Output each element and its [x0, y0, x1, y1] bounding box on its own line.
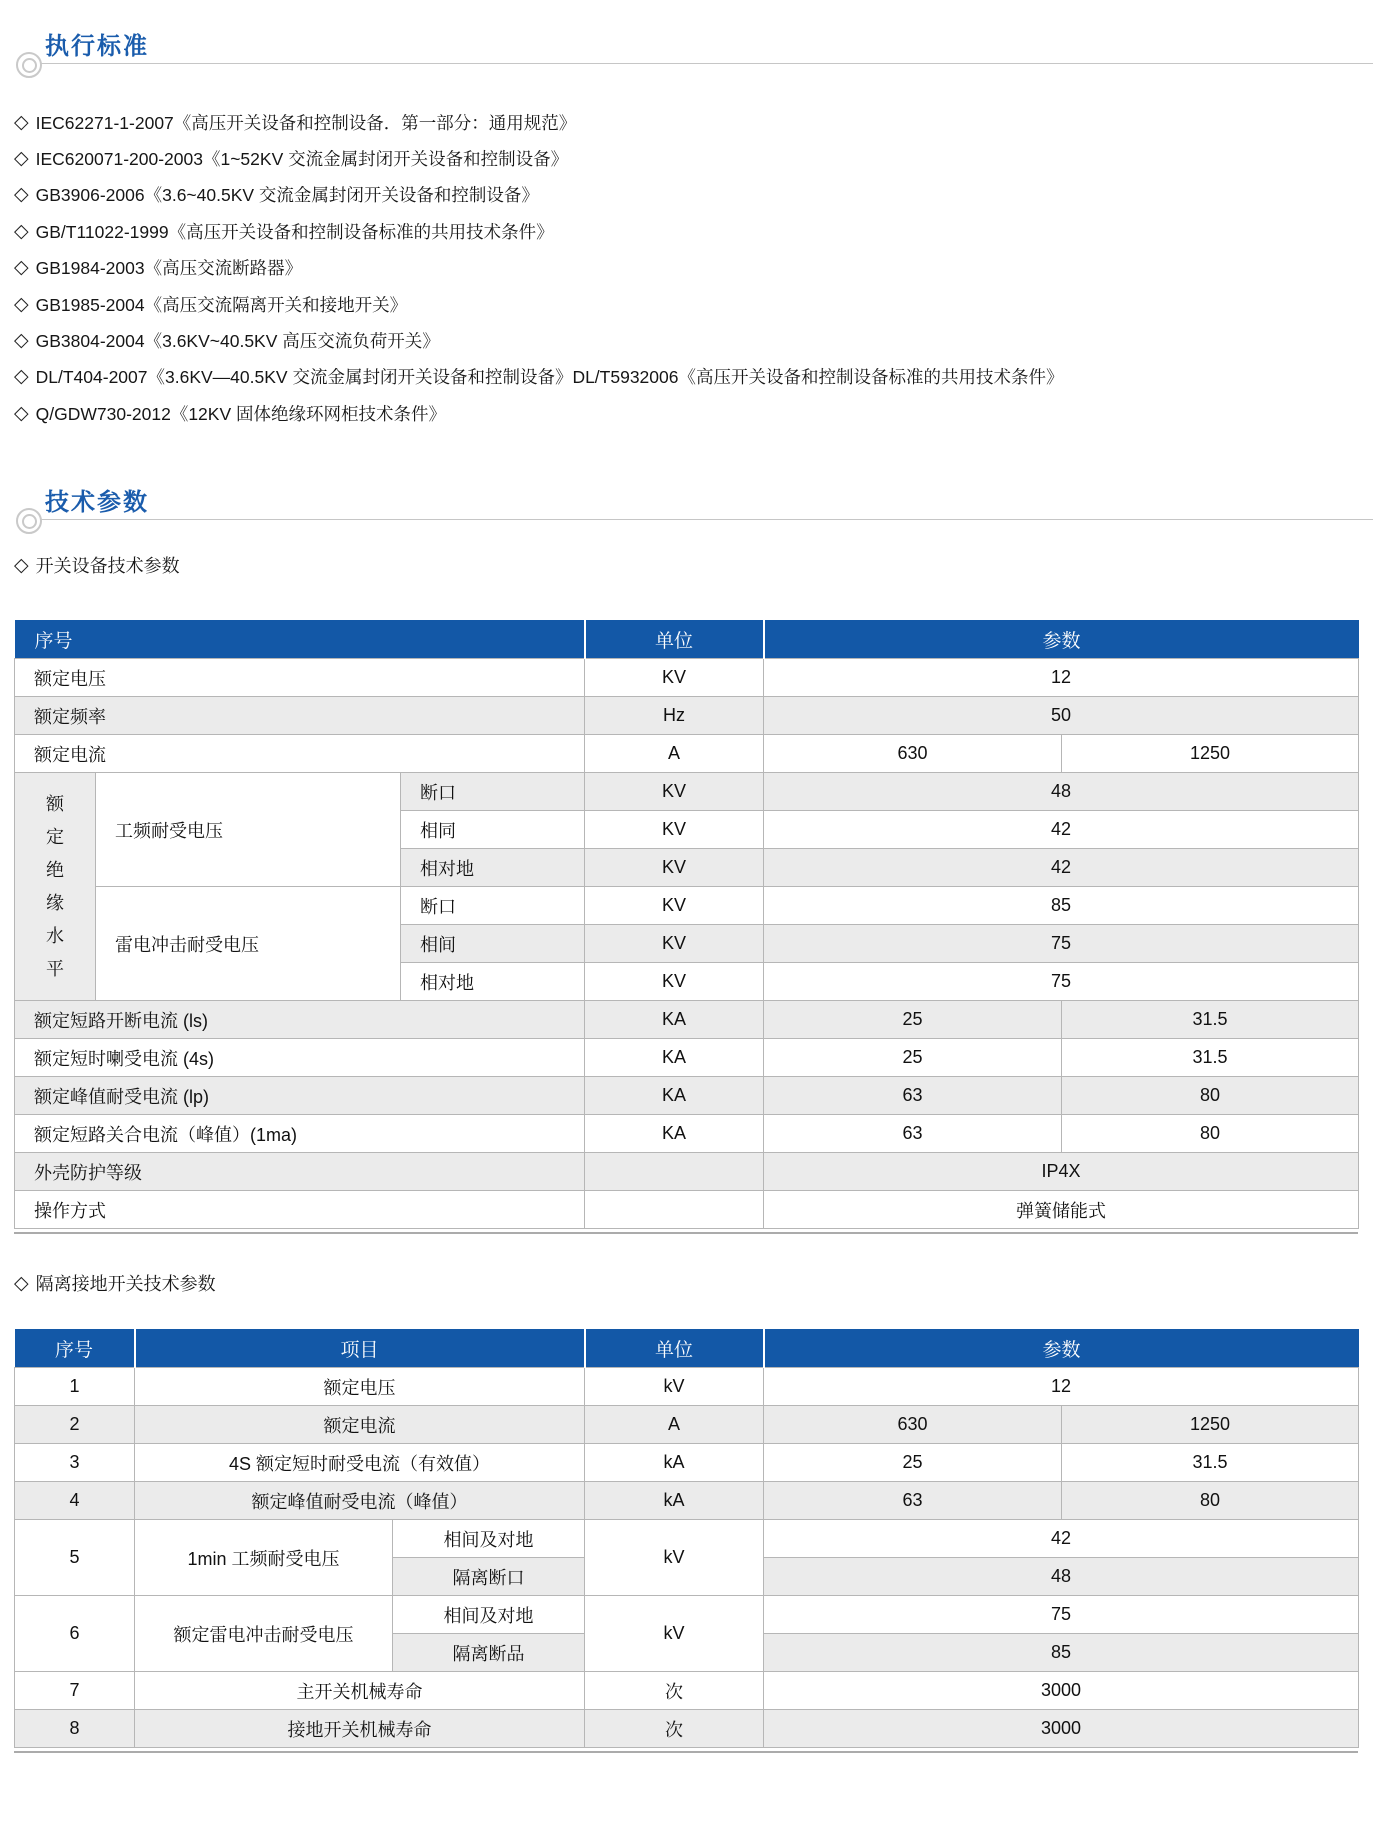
table-cell: 主开关机械寿命 — [135, 1672, 585, 1710]
standard-item — [14, 213, 1367, 249]
vertical-cell-text: 额定绝缘水平 — [46, 793, 64, 979]
table-cell: 4S 额定短时耐受电流（有效值） — [135, 1444, 585, 1482]
table-row — [15, 1672, 1359, 1710]
switchgear-table-caption — [14, 552, 180, 578]
table-cell: 63 — [764, 1115, 1062, 1153]
header-cell: 序号 — [15, 620, 585, 659]
header-cell: 参数 — [764, 620, 1359, 659]
table-cell: 85 — [764, 1634, 1359, 1672]
diamond-icon: ◇ — [14, 220, 29, 242]
table-cell: KV — [585, 887, 764, 925]
header-cell: 单位 — [585, 620, 764, 659]
switchgear-params-table — [14, 620, 1359, 1229]
table-cell: 50 — [764, 697, 1359, 735]
section-standards-title: 执行标准 — [45, 33, 149, 60]
table-cell: 48 — [764, 1558, 1359, 1596]
standard-text: GB3906-2006《3.6~40.5KV 交流金属封闭开关设备和控制设备》 — [35, 185, 539, 206]
table-cell: 隔离断口 — [393, 1558, 585, 1596]
diamond-icon: ◇ — [14, 257, 29, 279]
table-cell: 31.5 — [1062, 1039, 1359, 1077]
table-cell: KV — [585, 811, 764, 849]
table-cell: KA — [585, 1001, 764, 1039]
table-cell: 断口 — [401, 773, 585, 811]
table-row — [15, 1406, 1359, 1444]
table-cell: 2 — [15, 1406, 135, 1444]
table-row — [15, 773, 1359, 811]
header-cell: 参数 — [764, 1329, 1359, 1368]
table-cell: 3 — [15, 1444, 135, 1482]
caption-text: 开关设备技术参数 — [35, 556, 180, 576]
table-cell: 25 — [764, 1039, 1062, 1077]
standards-list — [14, 104, 1367, 432]
table-row — [15, 1710, 1359, 1748]
table-row — [15, 1444, 1359, 1482]
table-cell: 相间及对地 — [393, 1520, 585, 1558]
table-cell: 5 — [15, 1520, 135, 1596]
table-cell: 42 — [764, 1520, 1359, 1558]
table-cell: 外壳防护等级 — [15, 1153, 585, 1191]
table-cell: 操作方式 — [15, 1191, 585, 1229]
table-cell: A — [585, 735, 764, 773]
standard-item — [14, 395, 1367, 431]
table-cell: 1250 — [1062, 1406, 1359, 1444]
header-row — [15, 620, 1359, 659]
diamond-icon: ◇ — [14, 402, 29, 424]
table-cell: kV — [585, 1368, 764, 1406]
table-cell: 75 — [764, 1596, 1359, 1634]
table-cell: 75 — [764, 925, 1359, 963]
section-rule-line — [30, 519, 1373, 520]
table-cell — [15, 773, 96, 1001]
table-cell: KA — [585, 1039, 764, 1077]
table-cell: 48 — [764, 773, 1359, 811]
table-cell: KV — [585, 925, 764, 963]
table-row — [15, 1001, 1359, 1039]
table-cell: 额定雷电冲击耐受电压 — [135, 1596, 393, 1672]
table-cell: 3000 — [764, 1672, 1359, 1710]
header-cell: 项目 — [135, 1329, 585, 1368]
caption-text: 隔离接地开关技术参数 — [35, 1274, 216, 1294]
table-cell — [585, 1191, 764, 1229]
table-cell: 630 — [764, 735, 1062, 773]
table-cell: 85 — [764, 887, 1359, 925]
table-cell: 630 — [764, 1406, 1062, 1444]
table-cell: 额定短路开断电流 (ls) — [15, 1001, 585, 1039]
standard-item — [14, 322, 1367, 358]
standard-text: GB1985-2004《高压交流隔离开关和接地开关》 — [35, 294, 408, 315]
table-bottom-rule — [14, 1232, 1358, 1234]
table-cell: 63 — [764, 1077, 1062, 1115]
table-cell: 31.5 — [1062, 1001, 1359, 1039]
table-cell: 相对地 — [401, 963, 585, 1001]
table-row — [15, 697, 1359, 735]
ring-icon — [16, 52, 42, 78]
table-cell: 接地开关机械寿命 — [135, 1710, 585, 1748]
isolator-params-table — [14, 1329, 1359, 1748]
standard-item — [14, 359, 1367, 395]
header-cell: 单位 — [585, 1329, 764, 1368]
table-row — [15, 1368, 1359, 1406]
section-rule-line — [30, 63, 1373, 64]
table-cell: 8 — [15, 1710, 135, 1748]
table-cell: 次 — [585, 1710, 764, 1748]
table-cell: 25 — [764, 1444, 1062, 1482]
table-cell: 额定电压 — [135, 1368, 585, 1406]
diamond-icon: ◇ — [14, 184, 29, 206]
table-cell: KA — [585, 1115, 764, 1153]
standard-item — [14, 250, 1367, 286]
table-cell: 额定峰值耐受电流（峰值） — [135, 1482, 585, 1520]
table-cell: A — [585, 1406, 764, 1444]
table-row — [15, 1039, 1359, 1077]
ring-icon — [16, 508, 42, 534]
table-cell: 3000 — [764, 1710, 1359, 1748]
table-cell: 额定电流 — [15, 735, 585, 773]
standard-text: GB/T11022-1999《高压开关设备和控制设备标准的共用技术条件》 — [35, 221, 554, 242]
table-row — [15, 1077, 1359, 1115]
standard-text: DL/T404-2007《3.6KV—40.5KV 交流金属封闭开关设备和控制设备》DL/T5932006《高压开关设备和控制设备标准的共用技术条件》 — [35, 367, 1064, 388]
table-cell: IP4X — [764, 1153, 1359, 1191]
table-cell: 63 — [764, 1482, 1062, 1520]
table-cell: 相间及对地 — [393, 1596, 585, 1634]
diamond-icon: ◇ — [14, 1272, 29, 1294]
ring-inner-icon — [22, 58, 37, 73]
table-cell: 相对地 — [401, 849, 585, 887]
table-cell: 次 — [585, 1672, 764, 1710]
standard-text: GB3804-2004《3.6KV~40.5KV 高压交流负荷开关》 — [35, 331, 440, 352]
standard-text: IEC620071-200-2003《1~52KV 交流金属封闭开关设备和控制设备》 — [35, 149, 569, 170]
table-cell: kA — [585, 1482, 764, 1520]
diamond-icon: ◇ — [14, 366, 29, 388]
table-row — [15, 735, 1359, 773]
table-cell: 31.5 — [1062, 1444, 1359, 1482]
table-cell — [585, 1153, 764, 1191]
table-cell: 75 — [764, 963, 1359, 1001]
table-cell: 42 — [764, 849, 1359, 887]
table-cell: 1min 工频耐受电压 — [135, 1520, 393, 1596]
table-row — [15, 887, 1359, 925]
table-cell: KV — [585, 963, 764, 1001]
diamond-icon: ◇ — [14, 111, 29, 133]
table-cell: 4 — [15, 1482, 135, 1520]
standard-item — [14, 177, 1367, 213]
standard-text: Q/GDW730-2012《12KV 固体绝缘环网柜技术条件》 — [35, 403, 446, 424]
table-row — [15, 659, 1359, 697]
header-cell: 序号 — [15, 1329, 135, 1368]
header-row — [15, 1329, 1359, 1368]
table-cell: kA — [585, 1444, 764, 1482]
table-cell: KV — [585, 849, 764, 887]
standard-item — [14, 140, 1367, 176]
section-parameters-title: 技术参数 — [45, 489, 149, 516]
standard-text: GB1984-2003《高压交流断路器》 — [35, 258, 303, 279]
ring-inner-icon — [22, 514, 37, 529]
table-cell: 隔离断品 — [393, 1634, 585, 1672]
table-row — [15, 1115, 1359, 1153]
table-row — [15, 1520, 1359, 1558]
table-cell: 42 — [764, 811, 1359, 849]
table-cell: 额定短路关合电流（峰值）(1ma) — [15, 1115, 585, 1153]
table-cell: Hz — [585, 697, 764, 735]
table-cell: 额定短时喇受电流 (4s) — [15, 1039, 585, 1077]
diamond-icon: ◇ — [14, 293, 29, 315]
switchgear-table-wrap — [14, 620, 1358, 1234]
table-cell: 工频耐受电压 — [96, 773, 401, 887]
table-cell: 1 — [15, 1368, 135, 1406]
table-cell: KV — [585, 659, 764, 697]
standard-text: IEC62271-1-2007《高压开关设备和控制设备．第一部分：通用规范》 — [35, 112, 577, 133]
table-cell: 相同 — [401, 811, 585, 849]
table-bottom-rule — [14, 1751, 1358, 1753]
table-cell: 12 — [764, 659, 1359, 697]
table-cell: 相间 — [401, 925, 585, 963]
table-cell: kV — [585, 1596, 764, 1672]
table-cell: 弹簧储能式 — [764, 1191, 1359, 1229]
standard-item — [14, 104, 1367, 140]
table-cell: 额定峰值耐受电流 (lp) — [15, 1077, 585, 1115]
table-cell: kV — [585, 1520, 764, 1596]
table-cell: 额定电流 — [135, 1406, 585, 1444]
table-cell: 80 — [1062, 1115, 1359, 1153]
table-cell: 额定频率 — [15, 697, 585, 735]
table-row — [15, 1482, 1359, 1520]
standard-item — [14, 286, 1367, 322]
table-cell: KV — [585, 773, 764, 811]
section-standards-header — [0, 26, 1373, 86]
diamond-icon: ◇ — [14, 554, 29, 576]
table-cell: 25 — [764, 1001, 1062, 1039]
table-cell: KA — [585, 1077, 764, 1115]
table-cell: 断口 — [401, 887, 585, 925]
table-row — [15, 1191, 1359, 1229]
diamond-icon: ◇ — [14, 330, 29, 352]
diamond-icon: ◇ — [14, 148, 29, 170]
table-cell: 12 — [764, 1368, 1359, 1406]
table-cell: 额定电压 — [15, 659, 585, 697]
table-cell: 雷电冲击耐受电压 — [96, 887, 401, 1001]
isolator-table-caption — [14, 1270, 216, 1296]
table-row — [15, 1153, 1359, 1191]
table-cell: 1250 — [1062, 735, 1359, 773]
section-parameters-header — [0, 482, 1373, 542]
table-cell: 7 — [15, 1672, 135, 1710]
table-cell: 6 — [15, 1596, 135, 1672]
table-cell: 80 — [1062, 1482, 1359, 1520]
table-cell: 80 — [1062, 1077, 1359, 1115]
isolator-table-wrap — [14, 1329, 1358, 1753]
table-row — [15, 1596, 1359, 1634]
